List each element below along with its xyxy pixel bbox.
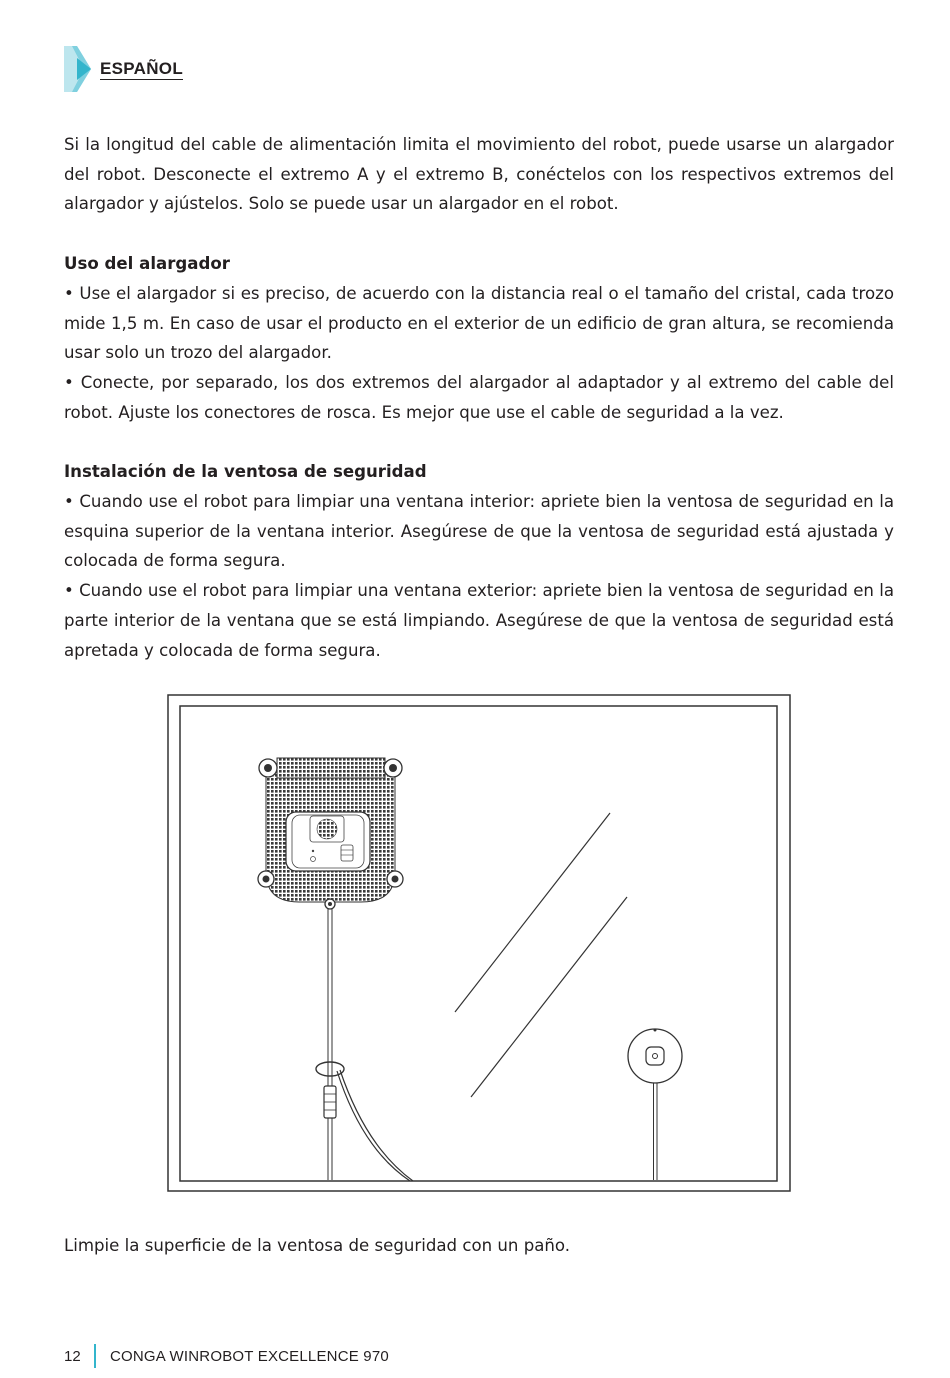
intro-paragraph: Si la longitud del cable de alimentación limita el movimiento del robot, puede usarse un alargador del robot. Desconecte el extremo A y el extremo B, conéctelos con los respectivos extremos del alargador y ajústelos. Solo se puede usar un alargador en el robot. — [64, 135, 894, 214]
safety-suction-cup-icon — [628, 1029, 682, 1181]
language-header — [64, 46, 264, 94]
language-label: ESPAÑOL — [100, 59, 184, 78]
page-footer — [64, 1343, 389, 1369]
robot-icon — [258, 758, 403, 909]
suction-bullet-1: • Cuando use el robot para limpiar una ventana interior: apriete bien la ventosa de seguridad en la esquina superior de la ventana interior. Asegúrese de que la ventosa de seguridad está ajustada y colocada de forma segura. — [64, 492, 894, 571]
product-name: CONGA WINROBOT EXCELLENCE 970 — [110, 1347, 389, 1365]
figure-caption: Limpie la superficie de la ventosa de seguridad con un paño. — [64, 1236, 571, 1255]
brand-chevron-icon — [64, 46, 94, 92]
glass-reflection-lines — [455, 813, 627, 1097]
suction-bullet-2: • Cuando use el robot para limpiar una ventana exterior: apriete bien la ventosa de seguridad en la parte interior de la ventana que se está limpiando. Asegúrese de que la ventosa de seguridad está apretada y colocada de forma segura. — [64, 581, 894, 660]
footer-divider — [94, 1344, 96, 1368]
extension-bullet-2: • Conecte, por separado, los dos extremos del alargador al adaptador y al extremo del cable del robot. Ajuste los conectores de rosca. Es mejor que use el cable de seguridad a la vez. — [64, 372, 894, 422]
page-number: 12 — [64, 1347, 81, 1365]
body-text — [64, 130, 894, 665]
suction-heading: Instalación de la ventosa de seguridad — [64, 462, 427, 482]
safety-ring-and-connector — [316, 1062, 413, 1181]
power-cable — [328, 908, 332, 1180]
extension-heading: Uso del alargador — [64, 254, 230, 274]
window-installation-illustration — [167, 694, 791, 1192]
extension-bullet-1: • Use el alargador si es preciso, de acuerdo con la distancia real o el tamaño del cristal, cada trozo mide 1,5 m. En caso de usar el producto en el exterior de un edificio de gran altura, se recomienda usar solo un trozo del alargador. — [64, 283, 894, 363]
